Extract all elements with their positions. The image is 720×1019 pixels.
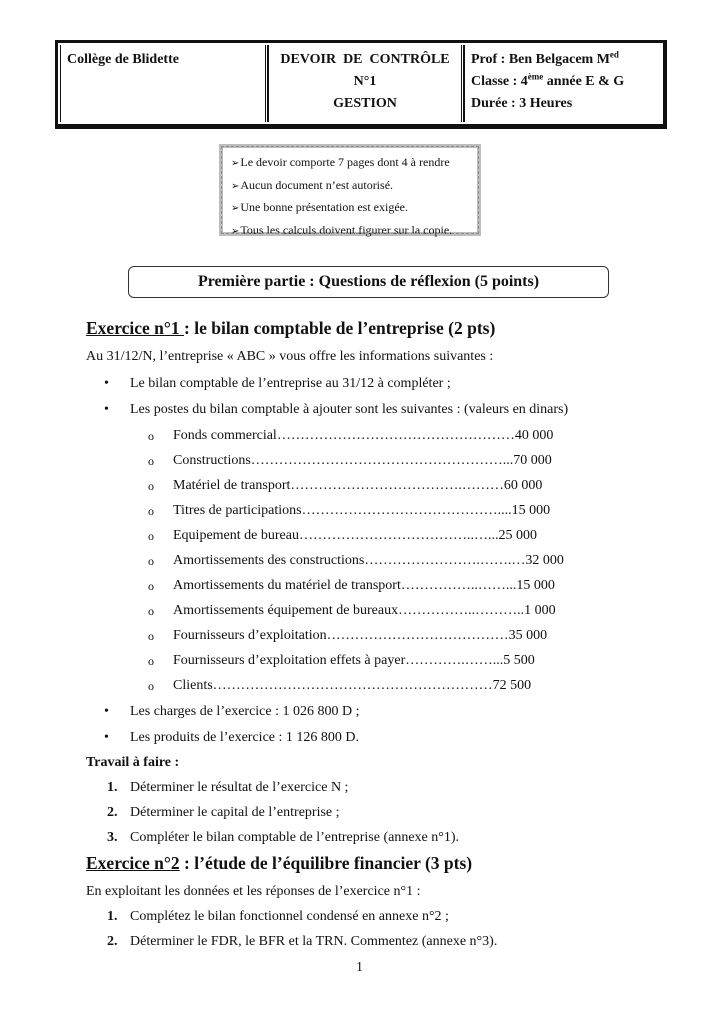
exam-duration: Durée : 3 Heures xyxy=(471,96,573,111)
circle-bullet-icon: o xyxy=(148,629,154,643)
part-title-banner: Première partie : Questions de réflexion (5 points) xyxy=(128,266,609,298)
circle-bullet-icon: o xyxy=(148,654,154,668)
exercise-1-heading: Exercice n°1 : le bilan comptable de l’entreprise (2 pts) xyxy=(86,318,496,338)
prof-name: Prof : Ben Belgacem $M^{ed}$ xyxy=(471,49,619,67)
bullet-dot-icon: • xyxy=(104,402,109,417)
poste-item: o Amortissements équipement de bureaux……………..………..1 000 xyxy=(148,603,556,618)
poste-item: o Amortissements des constructions…………………….…….…32 000 xyxy=(148,553,564,568)
poste-item: o Fournisseurs d’exploitation effets à payer………….……...5 500 xyxy=(148,653,535,668)
circle-bullet-icon: o xyxy=(148,529,154,543)
travail-heading: Travail à faire : xyxy=(86,755,180,770)
bullet-dot-icon: • xyxy=(104,730,109,745)
exam-title: DEVOIR DE CONTRÔLE xyxy=(280,52,450,67)
instruction-item: ➢Aucun document n’est autorisé. xyxy=(231,177,394,192)
header-table xyxy=(55,40,667,129)
school-name: Collège de Blidette xyxy=(67,52,179,67)
bullet-item: • Les postes du bilan comptable à ajouter sont les suivantes : (valeurs en dinars) xyxy=(104,402,569,417)
bullet-item: • Les produits de l’exercice : 1 126 800 D. xyxy=(104,730,359,745)
circle-bullet-icon: o xyxy=(148,554,154,568)
poste-item: o Titres de participations……………………………………....15 000 xyxy=(148,503,551,518)
exercise-2-heading: Exercice n°2 : l’étude de l’équilibre financier (3 pts) xyxy=(86,853,473,873)
instructions-box xyxy=(219,144,481,236)
poste-item: o Fonds commercial……………………………………………40 000 xyxy=(148,428,554,443)
instruction-item: ➢Le devoir comporte 7 pages dont 4 à rendre xyxy=(231,155,450,169)
bullet-dot-icon: • xyxy=(104,704,109,719)
task-item: 2. Déterminer le capital de l’entreprise ; xyxy=(107,805,340,820)
task-item: 2. Déterminer le FDR, le BFR et la TRN. Commentez (annexe n°3). xyxy=(107,934,498,949)
task-item: 3. Compléter le bilan comptable de l’entreprise (annexe n°1). xyxy=(107,830,460,845)
poste-item: o Clients……………………………………………………72 500 xyxy=(148,678,532,693)
header-school-cell xyxy=(60,45,268,122)
poste-item: o Amortissements du matériel de transport……………..……...15 000 xyxy=(148,578,555,593)
arrow-bullet-icon: ➢ xyxy=(231,225,240,237)
exercise-1-intro: Au 31/12/N, l’entreprise « ABC » vous offre les informations suivantes : xyxy=(86,349,494,364)
circle-bullet-icon: o xyxy=(148,604,154,618)
header-info-cell xyxy=(464,45,661,122)
circle-bullet-icon: o xyxy=(148,454,154,468)
poste-item: o Equipement de bureau………………………………..…...25 000 xyxy=(148,528,537,543)
poste-item: o Fournisseurs d’exploitation…………………………………35 000 xyxy=(148,628,548,643)
circle-bullet-icon: o xyxy=(148,504,154,518)
arrow-bullet-icon: ➢ xyxy=(231,180,240,192)
poste-item: o Constructions………………………………………………...70 000 xyxy=(148,453,552,468)
exercise-2-intro: En exploitant les données et les réponses de l’exercice n°1 : xyxy=(86,884,421,899)
exam-number: N°1 xyxy=(353,74,377,89)
arrow-bullet-icon: ➢ xyxy=(231,158,240,169)
poste-item: o Matériel de transport……………………………….………60 000 xyxy=(148,478,543,493)
class-level: Classe : 4ème année E & G xyxy=(471,71,625,89)
circle-bullet-icon: o xyxy=(148,429,154,443)
page-number: 1 xyxy=(356,960,363,975)
task-item: 1. Déterminer le résultat de l’exercice N ; xyxy=(107,780,349,795)
circle-bullet-icon: o xyxy=(148,479,154,493)
task-item: 1. Complétez le bilan fonctionnel condensé en annexe n°2 ; xyxy=(107,909,449,924)
bullet-item: • Les charges de l’exercice : 1 026 800 D ; xyxy=(104,704,360,719)
circle-bullet-icon: o xyxy=(148,679,154,693)
instruction-item: ➢Tous les calculs doivent figurer sur la copie. xyxy=(231,222,453,237)
instruction-item: ➢Une bonne présentation est exigée. xyxy=(231,200,408,214)
bullet-dot-icon: • xyxy=(104,376,109,391)
arrow-bullet-icon: ➢ xyxy=(231,203,240,214)
header-title-cell xyxy=(268,45,464,122)
exam-subject: GESTION xyxy=(333,96,397,111)
circle-bullet-icon: o xyxy=(148,579,154,593)
bullet-item: • Le bilan comptable de l’entreprise au 31/12 à compléter ; xyxy=(104,376,451,391)
